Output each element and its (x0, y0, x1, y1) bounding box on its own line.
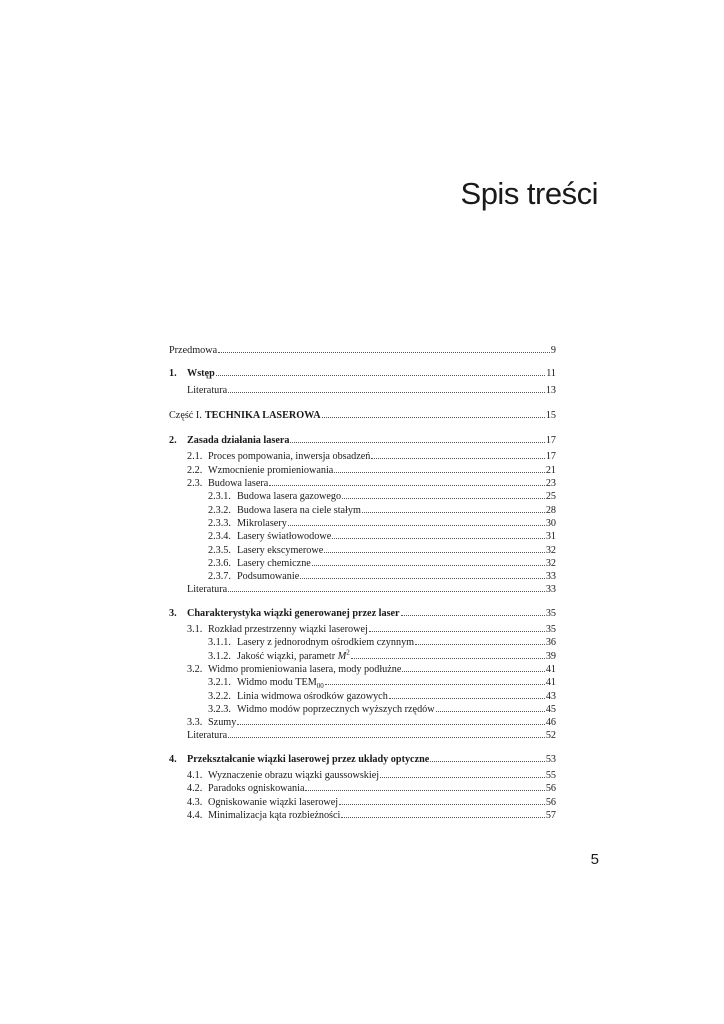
toc-page: 56 (545, 796, 556, 808)
toc-entry-ch1-literature[interactable] (169, 383, 556, 396)
toc-page: 9 (550, 345, 556, 356)
toc-leader (339, 795, 545, 805)
toc-label-text: Widmo modu TEM (237, 677, 317, 689)
toc-label: Widmo modów poprzecznych wyższych rzędów (237, 703, 435, 715)
toc-label: Przedmowa (169, 345, 218, 356)
toc-leader (269, 476, 545, 486)
toc-leader (237, 715, 545, 725)
toc-number: 2.3.6. (208, 557, 231, 569)
toc-page: 57 (545, 809, 556, 821)
toc-entry-2-3[interactable] (169, 476, 556, 489)
toc-entry-4-4[interactable] (169, 808, 556, 821)
toc-leader (389, 689, 545, 699)
toc-label: Wstęp (187, 368, 215, 380)
toc-symbol: M (337, 650, 347, 662)
toc-leader (380, 768, 545, 778)
toc-leader (415, 635, 545, 645)
toc-page: 30 (545, 517, 556, 529)
toc-entry-4-2[interactable] (169, 781, 556, 794)
toc-leader (305, 781, 544, 791)
toc-page: 17 (545, 451, 556, 463)
toc-entry-chapter-4[interactable] (169, 752, 556, 765)
toc-number: 4.2. (187, 783, 203, 795)
toc-number: 2.3.3. (208, 517, 231, 529)
toc-leader (342, 489, 545, 499)
toc-leader (332, 529, 545, 539)
toc-number: 4.3. (187, 796, 203, 808)
toc-number: 3.1.2. (208, 650, 231, 662)
toc-number: 3.2.2. (208, 690, 231, 702)
toc-number: 3.2. (187, 663, 203, 675)
toc-leader (371, 449, 544, 459)
toc-number: 2.3.2. (208, 504, 231, 516)
toc-entry-2-1[interactable] (169, 449, 556, 462)
toc-label: Linia widmowa ośrodków gazowych (237, 690, 388, 702)
toc-number: 4.4. (187, 809, 203, 821)
toc-label: Przekształcanie wiązki laserowej przez układy optyczne (187, 753, 430, 765)
toc-entry-3-1-2[interactable] (169, 649, 556, 662)
toc-entry-2-3-1[interactable] (169, 489, 556, 502)
toc-number: 2.2. (187, 464, 203, 476)
toc-number: 4.1. (187, 770, 203, 782)
toc-label: Minimalizacja kąta rozbieżności (208, 809, 341, 821)
toc-leader (228, 582, 545, 592)
toc-number: 3.1.1. (208, 637, 231, 649)
toc-label: Podsumowanie (237, 571, 300, 583)
toc-page: 35 (545, 607, 556, 619)
toc-label: Charakterystyka wiązki generowanej przez laser (187, 607, 400, 619)
toc-label: Lasery z jednorodnym ośrodkiem czynnym (237, 637, 415, 649)
toc-label-text: Jakość wiązki, parametr (237, 650, 338, 662)
toc-entry-2-2[interactable] (169, 463, 556, 476)
toc-number: 2. (169, 435, 177, 447)
toc-entry-2-3-2[interactable] (169, 503, 556, 516)
toc-label: Literatura (187, 384, 228, 396)
toc-entry-3-3[interactable] (169, 715, 556, 728)
toc-page: 53 (545, 753, 556, 765)
toc-leader (288, 516, 545, 526)
toc-leader (300, 569, 545, 579)
toc-number: 3.1. (187, 624, 203, 636)
toc-label (237, 676, 324, 689)
toc-leader (341, 808, 544, 818)
toc-page: 52 (545, 730, 556, 742)
toc-label (237, 650, 350, 663)
toc-leader (436, 702, 545, 712)
toc-entry-2-3-5[interactable] (169, 543, 556, 556)
toc-number: 2.3.7. (208, 571, 231, 583)
toc-entry-2-3-3[interactable] (169, 516, 556, 529)
toc-page: 11 (546, 368, 556, 380)
toc-page: 56 (545, 783, 556, 795)
toc-entry-4-3[interactable] (169, 795, 556, 808)
toc-label: Budowa lasera (208, 478, 269, 490)
toc-page: 15 (545, 409, 556, 421)
page-title: Spis treści (460, 176, 598, 211)
table-of-contents (169, 343, 556, 821)
toc-label: Literatura (187, 584, 228, 596)
toc-page: 35 (545, 624, 556, 636)
toc-page: 33 (545, 571, 556, 583)
toc-label: Lasery chemiczne (237, 557, 311, 569)
toc-label: Wzmocnienie promieniowania (208, 464, 334, 476)
toc-page: 33 (545, 584, 556, 596)
toc-leader (228, 383, 545, 393)
toc-leader (228, 728, 545, 738)
toc-page: 13 (545, 384, 556, 396)
toc-superscript: 2 (346, 648, 350, 657)
toc-number: 2.1. (187, 451, 203, 463)
toc-page: 45 (545, 703, 556, 715)
toc-entry-4-1[interactable] (169, 768, 556, 781)
toc-page: 32 (545, 544, 556, 556)
toc-leader (430, 752, 545, 762)
toc-part-prefix: Część I. (169, 409, 202, 421)
toc-number: 3.2.3. (208, 703, 231, 715)
toc-number: 3.3. (187, 717, 203, 729)
toc-entry-3-2-2[interactable] (169, 689, 556, 702)
toc-label: Rozkład przestrzenny wiązki laserowej (208, 624, 368, 636)
toc-label: Budowa lasera gazowego (237, 491, 342, 503)
toc-number: 3. (169, 607, 177, 619)
toc-number: 3.2.1. (208, 677, 231, 689)
toc-label: Zasada działania lasera (187, 435, 290, 447)
toc-entry-3-2[interactable] (169, 662, 556, 675)
toc-entry-3-2-1[interactable] (169, 675, 556, 691)
toc-page: 32 (545, 557, 556, 569)
toc-page: 21 (545, 464, 556, 476)
toc-page: 17 (545, 435, 556, 447)
toc-label: Wyznaczenie obrazu wiązki gaussowskiej (208, 770, 380, 782)
toc-page: 41 (545, 677, 556, 689)
toc-label: Ogniskowanie wiązki laserowej (208, 796, 339, 808)
toc-entry-3-2-3[interactable] (169, 702, 556, 715)
toc-page: 55 (545, 770, 556, 782)
toc-leader (218, 343, 550, 353)
toc-label: Mikrolasery (237, 517, 287, 529)
toc-entry-ch2-literature[interactable] (169, 582, 556, 595)
toc-entry-2-3-4[interactable] (169, 529, 556, 542)
toc-page: 41 (545, 663, 556, 675)
toc-leader (216, 366, 545, 376)
toc-leader (325, 675, 545, 685)
toc-label: TECHNIKA LASEROWA (204, 409, 321, 421)
toc-leader (290, 433, 544, 443)
toc-entry-ch3-literature[interactable] (169, 728, 556, 741)
toc-entry-chapter-2[interactable] (169, 433, 556, 446)
toc-entry-3-1-1[interactable] (169, 635, 556, 648)
toc-entry-chapter-3[interactable] (169, 606, 556, 619)
toc-page: 31 (545, 531, 556, 543)
toc-number: 2.3. (187, 478, 203, 490)
toc-entry-preface[interactable] (169, 343, 556, 356)
toc-entry-chapter-1[interactable] (169, 366, 556, 379)
page-number: 5 (590, 851, 599, 868)
toc-leader (351, 649, 545, 659)
toc-leader (324, 543, 545, 553)
toc-label: Widmo promieniowania lasera, mody podłużne (208, 663, 402, 675)
toc-number: 2.3.1. (208, 491, 231, 503)
toc-label: Paradoks ogniskowania (208, 783, 305, 795)
toc-label: Budowa lasera na ciele stałym (237, 504, 361, 516)
toc-page: 23 (545, 478, 556, 490)
toc-page: 36 (545, 637, 556, 649)
toc-leader (334, 463, 544, 473)
toc-leader (312, 556, 545, 566)
toc-page: 43 (545, 690, 556, 702)
toc-entry-3-1[interactable] (169, 622, 556, 635)
toc-page: 46 (545, 717, 556, 729)
toc-entry-part-1[interactable] (169, 408, 556, 421)
toc-number: 2.3.4. (208, 531, 231, 543)
toc-entry-2-3-6[interactable] (169, 556, 556, 569)
toc-subscript: 00 (316, 682, 324, 691)
toc-leader (362, 503, 545, 513)
toc-leader (369, 622, 545, 632)
toc-label: Szumy (208, 717, 237, 729)
toc-page: 25 (545, 491, 556, 503)
toc-label: Lasery ekscymerowe (237, 544, 324, 556)
toc-label: Lasery światłowodowe (237, 531, 332, 543)
toc-leader (401, 606, 545, 616)
toc-number: 1. (169, 368, 177, 380)
toc-entry-2-3-7[interactable] (169, 569, 556, 582)
toc-leader (402, 662, 544, 672)
toc-number: 4. (169, 753, 177, 765)
toc-label: Proces pompowania, inwersja obsadzeń (208, 451, 371, 463)
toc-page: 39 (545, 650, 556, 662)
toc-label: Literatura (187, 730, 228, 742)
toc-page: 28 (545, 504, 556, 516)
toc-leader (322, 408, 545, 418)
toc-number: 2.3.5. (208, 544, 231, 556)
